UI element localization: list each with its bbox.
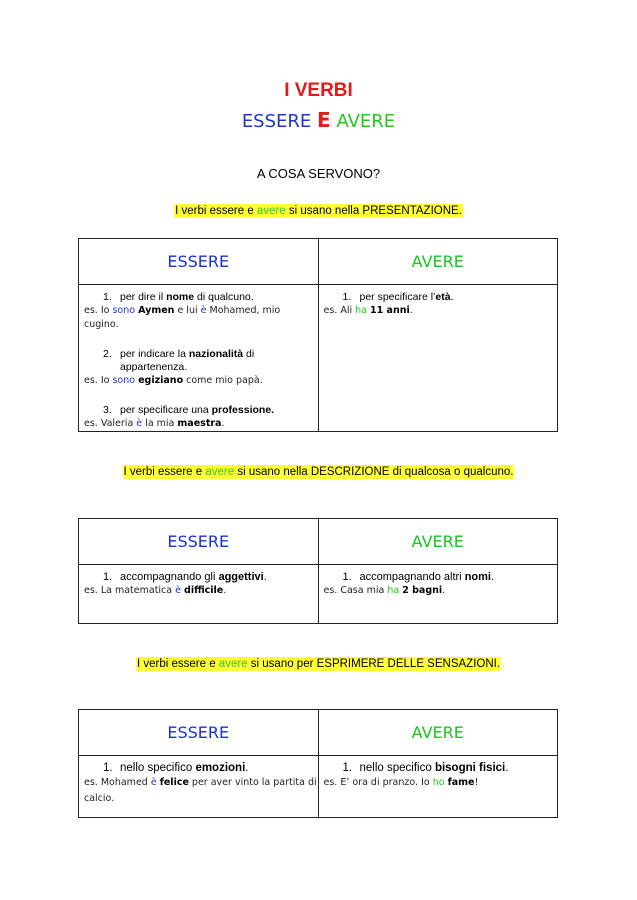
page-title: I VERBI <box>284 80 353 101</box>
essere-header: ESSERE <box>79 519 319 565</box>
avere-cell <box>318 285 558 432</box>
list-item: 1. per dire il nome di qualcuno. <box>103 291 254 303</box>
list-item: 1. nello specifico bisogni fisici. <box>342 762 509 774</box>
example: es. E’ ora di pranzo. Io ho fame! <box>323 777 479 788</box>
verb-table <box>78 518 558 624</box>
example: es. Io sono Aymen e lui è Mohamed, mio cugino. <box>84 305 281 330</box>
intro-text: si usano nella PRESENTAZIONE. <box>285 205 462 217</box>
highlight <box>136 657 501 671</box>
list-item: 1. per specificare l’età. <box>342 291 454 303</box>
intro-avere: avere <box>256 205 286 217</box>
subtitle-e: E <box>317 108 331 132</box>
intro-avere: avere <box>218 658 248 670</box>
subtitle-essere: ESSERE <box>241 111 312 132</box>
list-item: 2. per indicare la nazionalità di appartenenza. <box>103 348 255 373</box>
intro-text: I verbi essere e <box>136 658 219 670</box>
intro-text: si usano per ESPRIMERE DELLE SENSAZIONI. <box>247 658 501 670</box>
essere-cell <box>79 565 319 624</box>
essere-cell <box>79 756 319 818</box>
section-intro <box>0 658 637 670</box>
question-heading: A COSA SERVONO? <box>256 166 381 181</box>
section-intro <box>0 466 637 478</box>
intro-text: I verbi essere e <box>175 205 257 217</box>
example: es. Valeria è la mia maestra. <box>84 418 225 429</box>
example: es. La matematica è difficile. <box>84 585 227 596</box>
example: es. Mohamed è felice per aver vinto la partita di calcio. <box>84 777 317 804</box>
page-subtitle <box>0 108 637 132</box>
avere-cell <box>318 756 558 818</box>
essere-header: ESSERE <box>79 710 319 756</box>
example: es. Io sono egiziano come mio papà. <box>84 375 263 386</box>
highlight <box>123 465 515 479</box>
section-intro <box>0 205 637 217</box>
intro-avere: avere <box>205 466 235 478</box>
intro-text: si usano nella DESCRIZIONE di qualcosa o qualcuno. <box>234 466 514 478</box>
highlight <box>174 204 463 218</box>
example: es. Casa mia ha 2 bagni. <box>323 585 446 596</box>
list-item: 1. nello specifico emozioni. <box>103 762 249 774</box>
avere-header: AVERE <box>318 710 558 756</box>
list-item: 1. accompagnando altri nomi. <box>342 571 495 583</box>
list-item: 1. accompagnando gli aggettivi. <box>103 571 267 583</box>
intro-text: I verbi essere e <box>123 466 206 478</box>
essere-header: ESSERE <box>79 239 319 285</box>
avere-header: AVERE <box>318 519 558 565</box>
avere-header: AVERE <box>318 239 558 285</box>
list-item: 3. per specificare una professione. <box>103 404 275 416</box>
verb-table <box>78 238 558 432</box>
avere-cell <box>318 565 558 624</box>
subtitle-avere: AVERE <box>336 111 396 132</box>
example: es. Ali ha 11 anni. <box>323 305 413 316</box>
essere-cell <box>79 285 319 432</box>
verb-table <box>78 709 558 818</box>
